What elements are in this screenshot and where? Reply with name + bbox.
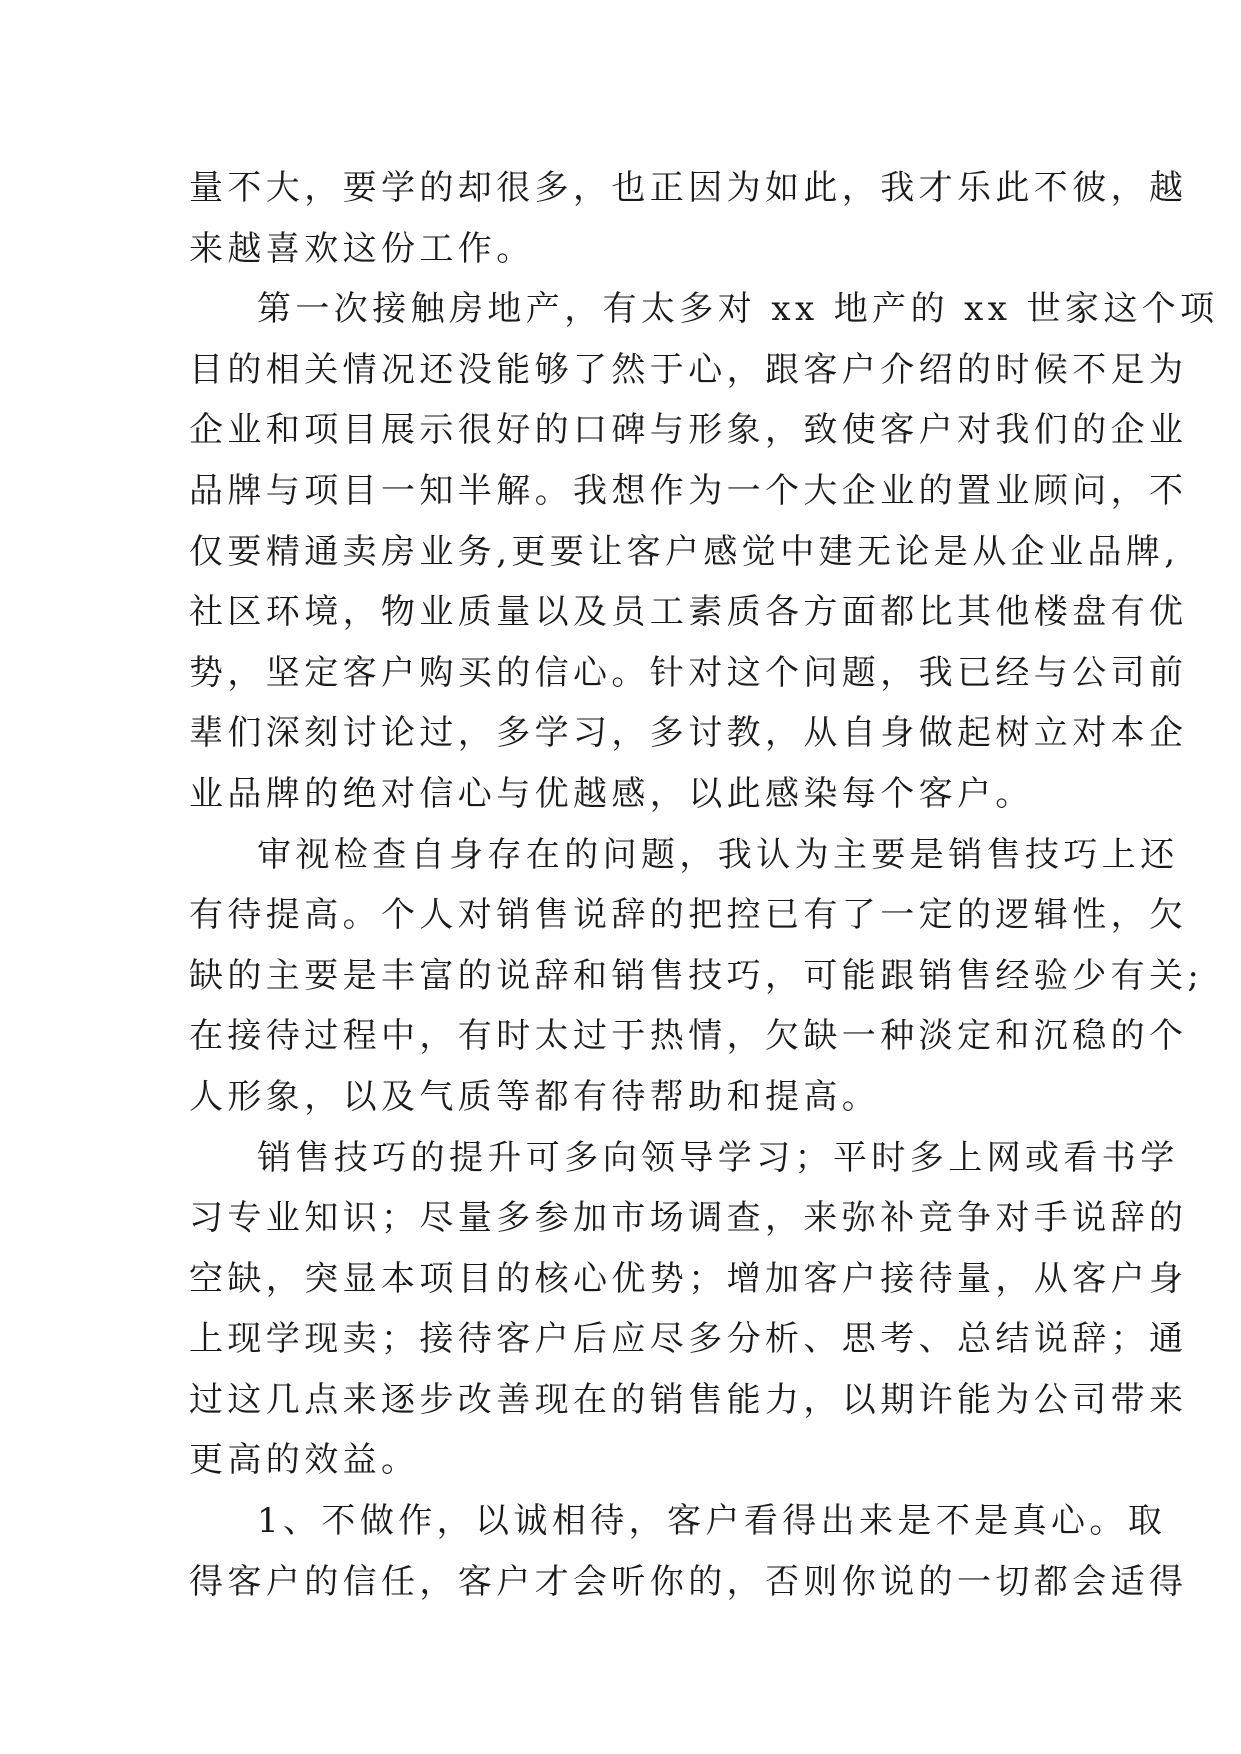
text-line: 来越喜欢这份工作。 — [189, 228, 535, 269]
text-line: 有待提高。个人对销售说辞的把控已有了一定的逻辑性，欠 — [189, 895, 1188, 936]
text-line: 习专业知识；尽量多参加市场调查，来弥补竞争对手说辞的 — [189, 1198, 1188, 1239]
text-line: 品牌与项目一知半解。我想作为一个大企业的置业顾问，不 — [189, 470, 1188, 511]
text-line: 仅要精通卖房业务,更要让客户感觉中建无论是从企业品牌, — [189, 531, 1180, 572]
text-line: 第一次接触房地产，有太多对 xx 地产的 xx 世家这个项 — [257, 289, 1219, 330]
text-line: 审视检查自身存在的问题，我认为主要是销售技巧上还 — [257, 834, 1179, 875]
text-line: 更高的效益。 — [189, 1440, 420, 1481]
document-body — [189, 158, 1219, 1612]
text-line: 辈们深刻讨论过，多学习，多讨教，从自身做起树立对本企 — [189, 713, 1188, 754]
text-line: 得客户的信任，客户才会听你的，否则你说的一切都会适得 — [189, 1561, 1188, 1602]
text-line: 1、不做作，以诚相待，客户看得出来是不是真心。取 — [257, 1501, 1167, 1542]
text-line: 势，坚定客户购买的信心。针对这个问题，我已经与公司前 — [189, 652, 1188, 693]
text-line: 销售技巧的提升可多向领导学习；平时多上网或看书学 — [257, 1137, 1179, 1178]
text-line: 上现学现卖；接待客户后应尽多分析、思考、总结说辞；通 — [189, 1319, 1188, 1360]
text-line: 空缺，突显本项目的核心优势；增加客户接待量，从客户身 — [189, 1258, 1188, 1299]
text-line: 量不大，要学的却很多，也正因为如此，我才乐此不彼，越 — [189, 168, 1188, 208]
text-line: 目的相关情况还没能够了然于心，跟客户介绍的时候不足为 — [189, 349, 1188, 390]
text-line: 在接待过程中，有时太过于热情，欠缺一种淡定和沉稳的个 — [189, 1016, 1188, 1057]
text-line: 缺的主要是丰富的说辞和销售技巧，可能跟销售经验少有关; — [189, 955, 1204, 996]
text-line: 企业和项目展示很好的口碑与形象，致使客户对我们的企业 — [189, 410, 1188, 451]
text-line: 人形象，以及气质等都有待帮助和提高。 — [189, 1076, 881, 1117]
text-line: 过这几点来逐步改善现在的销售能力，以期许能为公司带来 — [189, 1379, 1188, 1420]
text-line: 业品牌的绝对信心与优越感，以此感染每个客户。 — [189, 773, 1034, 814]
text-line: 社区环境，物业质量以及员工素质各方面都比其他楼盘有优 — [189, 592, 1188, 633]
